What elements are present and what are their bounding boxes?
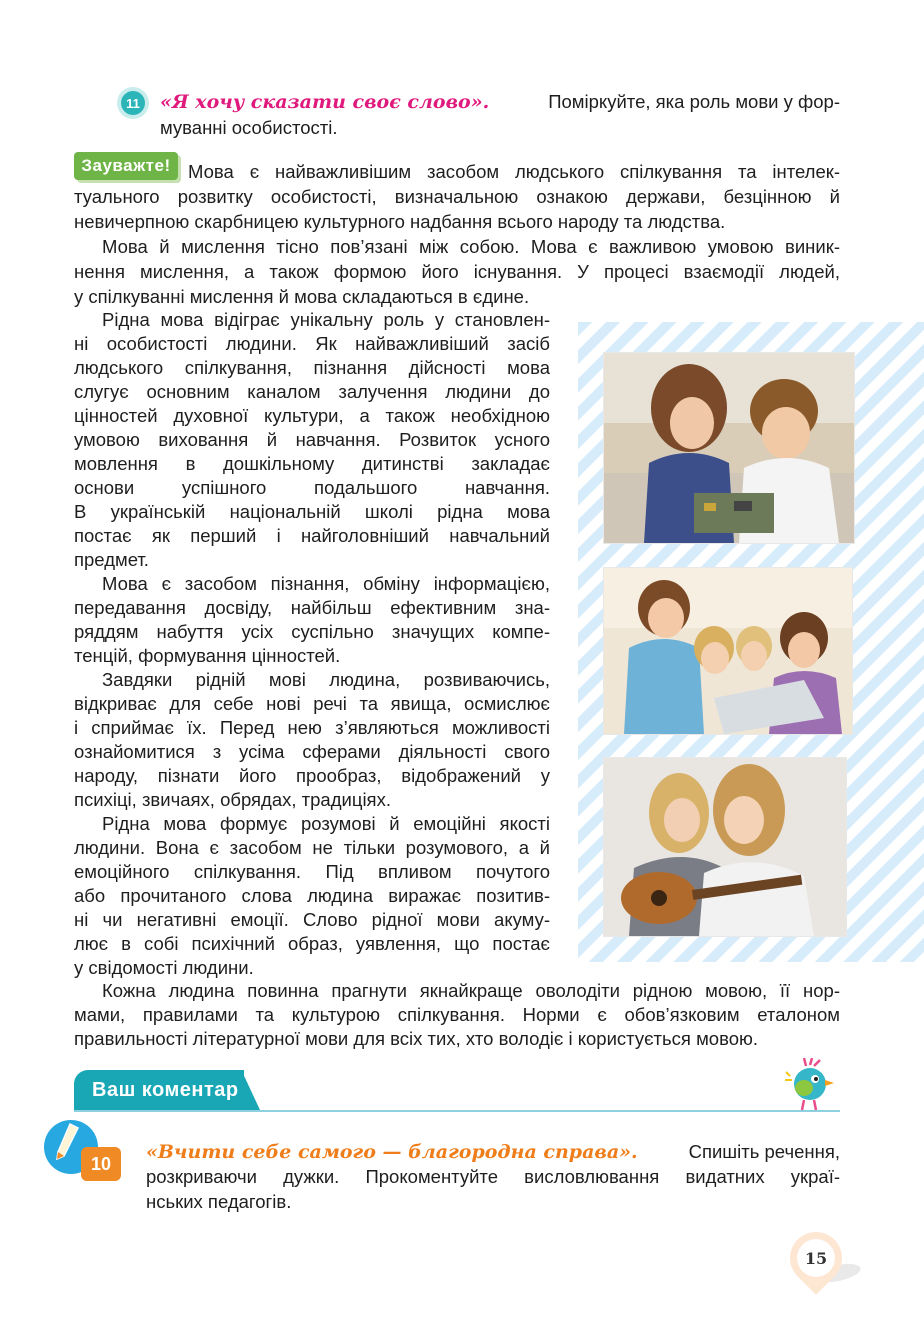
exercise-11-badge xyxy=(117,87,149,119)
column-line-7: мовлення в дошкільному дитинстві закладає xyxy=(74,453,550,474)
photo-students-electronics xyxy=(603,352,855,544)
final-line-1: Кожна людина повинна прагнути якнайкраще оволодіти рідною мовою, її нор- xyxy=(102,980,840,1001)
exercise-10-line-1 xyxy=(146,1140,840,1164)
exercise-11-line-1 xyxy=(160,90,840,114)
thinking-line-1: Мова й мислення тісно пов’язані між собою. Мова є важливою умовою виник- xyxy=(102,236,840,257)
column-line-2: ні особистості людини. Як найважливіший засіб xyxy=(74,333,550,354)
column-line-13: передавання досвіду, найбільш ефективним зна- xyxy=(74,597,550,618)
comment-header: Ваш коментар xyxy=(74,1070,244,1110)
column-line-5: цінностей духовної культури, а також необхідною xyxy=(74,405,550,426)
column-line-25: або прочитаного слова людина виражає позитив- xyxy=(74,885,550,906)
column-line-24: емоційного спілкування. Під впливом почутого xyxy=(74,861,550,882)
thinking-line-3: у спілкуванні мислення й мова складаються в єдине. xyxy=(74,286,530,307)
column-line-12: Мова є засобом пізнання, обміну інформацією, xyxy=(102,573,550,594)
column-line-4: слугує основним каналом залучення людини до xyxy=(74,381,550,402)
bird-icon xyxy=(784,1058,840,1112)
comment-divider xyxy=(74,1110,840,1112)
column-line-3: людського спілкування, пізнання дійсності мова xyxy=(74,357,550,378)
exercise-10-text: Спишіть речення, xyxy=(688,1141,840,1162)
note-line-1: Мова є найважливішим засобом людського спілкування та інтелек- xyxy=(188,161,840,182)
column-line-22: Рідна мова формує розумові й емоційні якості xyxy=(102,813,550,834)
column-line-23: людини. Вона є засобом не тільки розумового, а й xyxy=(74,837,550,858)
column-line-18: і сприймає їх. Перед нею з’являються можливості xyxy=(74,717,550,738)
column-line-20: народу, пізнати його прообраз, відображений у xyxy=(74,765,550,786)
final-line-3: правильності літературної мови для всіх тих, хто володіє і користується мовою. xyxy=(74,1028,759,1049)
column-line-9: В українській національній школі рідна мова xyxy=(74,501,550,522)
column-line-15: тенцій, формування цінностей. xyxy=(74,645,341,666)
column-line-26: ні чи негативні емоції. Слово рідної мови акуму- xyxy=(74,909,550,930)
exercise-10-line-3: нських педагогів. xyxy=(146,1191,292,1212)
column-line-8: основи успішного подальшого навчання. xyxy=(74,477,550,498)
exercise-11-text: Поміркуйте, яка роль мови у фор- xyxy=(548,91,840,112)
column-line-28: у свідомості людини. xyxy=(74,957,254,978)
photo-students-laptop xyxy=(603,567,853,735)
column-line-11: предмет. xyxy=(74,549,149,570)
exercise-10-line-2: розкриваючи дужки. Прокоментуйте висловлювання видатних украї- xyxy=(146,1166,840,1187)
exercise-11-line-2: муванні особистості. xyxy=(160,117,338,138)
column-line-17: відкриває для себе нові речі та явища, осмислює xyxy=(74,693,550,714)
photo-girls-guitar xyxy=(603,757,847,937)
page-number: 15 xyxy=(804,1248,828,1268)
column-line-16: Завдяки рідній мові людина, розвиваючись, xyxy=(102,669,550,690)
exercise-10-title: «Вчити себе самого — благородна справа». xyxy=(146,1141,638,1163)
note-line-2: туального розвитку особистості, визначальною ознакою держави, безцінною й xyxy=(74,186,840,207)
exercise-11-title: «Я хочу сказати своє слово». xyxy=(160,91,490,113)
note-label: Зауважте! xyxy=(74,152,178,180)
final-line-2: мами, правилами та культурою спілкування. Норми є обов’язковим еталоном xyxy=(74,1004,840,1025)
exercise-10-number: 10 xyxy=(81,1147,121,1181)
column-line-1: Рідна мова відіграє унікальну роль у становлен- xyxy=(102,309,550,330)
pencil-icon xyxy=(52,1122,82,1162)
column-line-14: ряддям набуття усіх суспільно значущих компе- xyxy=(74,621,550,642)
thinking-line-2: нення мислення, а також формою його існування. У процесі взаємодії людей, xyxy=(74,261,840,282)
column-line-21: психіці, звичаях, обрядах, традиціях. xyxy=(74,789,391,810)
exercise-11-number: 11 xyxy=(121,91,145,115)
note-line-3: невичерпною скарбницею культурного надбання всього народу та людства. xyxy=(74,211,726,232)
column-line-6: умовою виховання й навчання. Розвиток усного xyxy=(74,429,550,450)
column-line-10: постає як перший і найголовніший навчальний xyxy=(74,525,550,546)
column-line-19: ознайомитися з усіма сферами діяльності свого xyxy=(74,741,550,762)
column-line-27: лює в собі психічний образ, уявлення, що постає xyxy=(74,933,550,954)
